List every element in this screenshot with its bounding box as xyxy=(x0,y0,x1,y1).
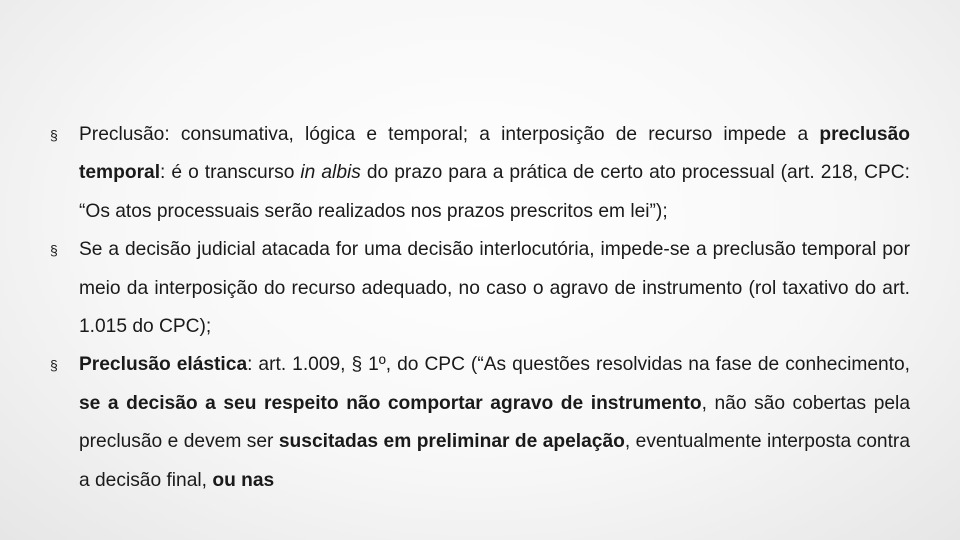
text-run: suscitadas em preliminar de apelação xyxy=(278,431,625,453)
bullet-text xyxy=(79,354,910,490)
bullet-item xyxy=(50,346,910,500)
bullet-marker-icon: § xyxy=(50,127,58,143)
text-run: Preclusão elástica xyxy=(79,354,248,376)
text-run: Se a decisão judicial atacada for uma decisão interlocutória, impede-se a preclusão temporal por meio da interposição do recurso adequado, no caso o agravo de instrumento (rol taxativo do art. 1.015 do CPC); xyxy=(79,239,910,338)
text-run: do prazo para a prática de certo ato processual (art. 218, CPC: “Os atos processuais serão realizados nos prazos prescritos em lei”); xyxy=(79,162,910,222)
text-run: se a decisão a seu respeito não comportar agravo de instrumento xyxy=(79,392,702,414)
bullet-marker-icon: § xyxy=(50,357,58,374)
text-run: : é o transcurso xyxy=(160,162,301,184)
text-run: preclusão temporal xyxy=(79,124,910,184)
text-run: : art. 1.009, § 1º, do CPC (“As questões resolvidas na fase de conhecimento, xyxy=(247,354,910,376)
text-run: ou nas xyxy=(212,469,275,491)
text-run: Preclusão: consumativa, lógica e temporal; a interposição de recurso impede a xyxy=(79,124,820,145)
text-run: in albis xyxy=(300,162,361,184)
bullet-text xyxy=(79,239,910,337)
text-run: , eventualmente interposta contra a decisão final, xyxy=(79,431,910,491)
bullet-marker-icon: § xyxy=(50,242,58,259)
bullet-list xyxy=(50,116,910,500)
bullet-item xyxy=(50,116,910,231)
bullet-item xyxy=(50,231,910,346)
text-run: , não são cobertas pela preclusão e devem ser xyxy=(79,392,910,453)
bullet-text xyxy=(79,124,910,222)
